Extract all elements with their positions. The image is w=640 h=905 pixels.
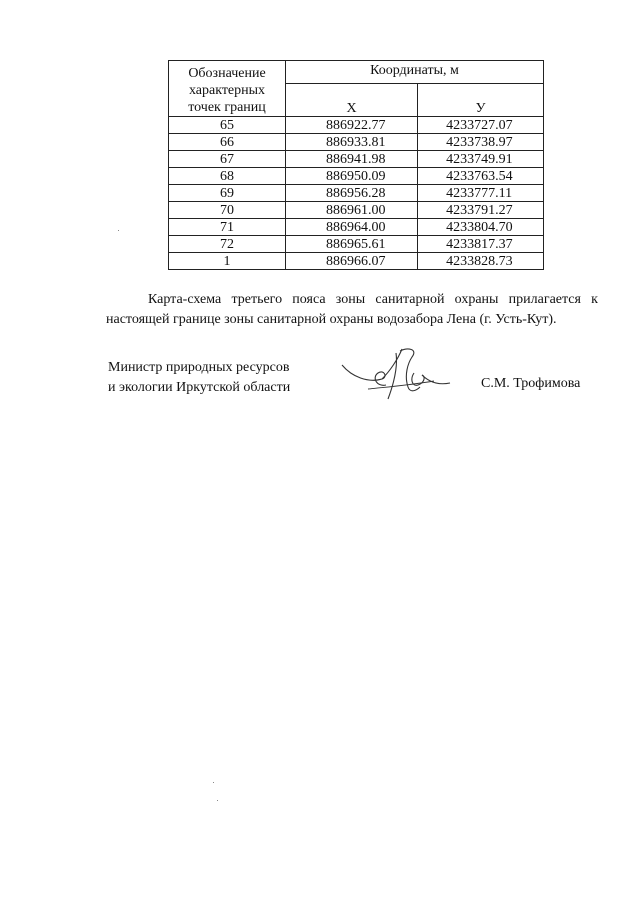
- cell-x: 886922.77: [286, 117, 418, 134]
- table-row: [169, 185, 544, 202]
- header-point-line-2: характерных: [188, 83, 266, 98]
- header-point-line-1: Обозначение: [188, 66, 266, 81]
- scan-speck: [118, 230, 119, 231]
- scan-speck: [217, 800, 218, 801]
- cell-point: 71: [169, 219, 286, 236]
- cell-point: 72: [169, 236, 286, 253]
- header-x: X: [286, 83, 418, 116]
- table-row: [169, 202, 544, 219]
- cell-point: 69: [169, 185, 286, 202]
- cell-x: 886964.00: [286, 219, 418, 236]
- cell-x: 886961.00: [286, 202, 418, 219]
- signer-position-line-2: и экологии Иркутской области: [108, 380, 291, 395]
- header-coordinates: Координаты, м: [286, 61, 544, 84]
- header-y: У: [418, 83, 544, 116]
- table-row: [169, 117, 544, 134]
- cell-point: 66: [169, 134, 286, 151]
- cell-x: 886956.28: [286, 185, 418, 202]
- cell-y: 4233749.91: [418, 151, 544, 168]
- cell-y: 4233828.73: [418, 253, 544, 270]
- cell-point: 67: [169, 151, 286, 168]
- cell-x: 886933.81: [286, 134, 418, 151]
- signer-position-line-1: Министр природных ресурсов: [108, 360, 290, 375]
- signer-name: С.М. Трофимова: [481, 376, 581, 391]
- table-row: [169, 219, 544, 236]
- cell-y: 4233738.97: [418, 134, 544, 151]
- map-scheme-paragraph: Карта-схема третьего пояса зоны санитарной охраны прилагается к настоящей границе зоны санитарной охраны водозабора Лена (г. Усть-Кут).: [106, 292, 598, 327]
- table-row: [169, 168, 544, 185]
- cell-y: 4233727.07: [418, 117, 544, 134]
- table-row: [169, 253, 544, 270]
- table-body: [169, 117, 544, 270]
- cell-x: 886941.98: [286, 151, 418, 168]
- cell-point: 1: [169, 253, 286, 270]
- scan-speck: [213, 782, 214, 783]
- coordinates-table: [168, 60, 544, 270]
- cell-y: 4233817.37: [418, 236, 544, 253]
- handwritten-signature: [338, 343, 458, 403]
- cell-x: 886950.09: [286, 168, 418, 185]
- cell-y: 4233763.54: [418, 168, 544, 185]
- header-point-line-3: точек границ: [188, 100, 266, 115]
- table-row: [169, 134, 544, 151]
- cell-x: 886965.61: [286, 236, 418, 253]
- cell-point: 65: [169, 117, 286, 134]
- cell-y: 4233804.70: [418, 219, 544, 236]
- table-row: [169, 151, 544, 168]
- cell-point: 68: [169, 168, 286, 185]
- cell-y: 4233777.11: [418, 185, 544, 202]
- cell-point: 70: [169, 202, 286, 219]
- cell-y: 4233791.27: [418, 202, 544, 219]
- header-point-designation: [169, 61, 286, 117]
- signer-position: [108, 358, 290, 398]
- cell-x: 886966.07: [286, 253, 418, 270]
- table-row: [169, 236, 544, 253]
- table-header-row: [169, 61, 544, 84]
